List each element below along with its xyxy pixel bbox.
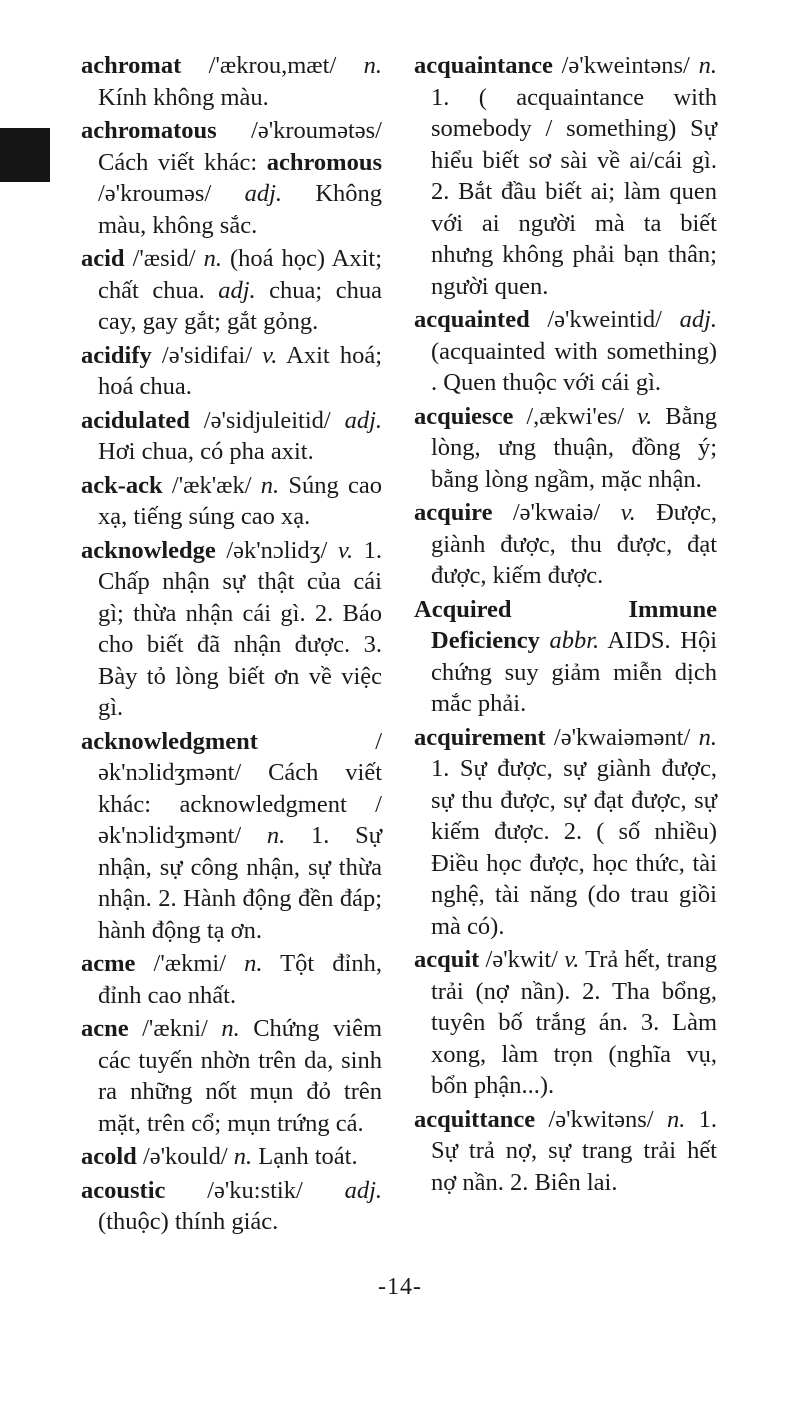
entry-definition: chua; chua cay, gay gắt; gắt gỏng.: [98, 276, 382, 335]
entry-alt-headword: achromous: [266, 148, 382, 176]
entry-pronunciation: /ək'nɔlidʒ/: [226, 536, 328, 564]
entry-part-of-speech: adj.: [244, 180, 283, 207]
entry-part-of-speech: v.: [620, 499, 636, 526]
entry-definition: Được, giành được, thu được, đạt được, kiếm được.: [431, 499, 718, 589]
dictionary-entry: [81, 1141, 382, 1173]
entry-part-of-speech: n.: [233, 1143, 253, 1170]
dictionary-entry: [81, 115, 382, 241]
dictionary-entry: [414, 401, 717, 496]
entry-pronunciation: /'æk'æk/: [171, 471, 252, 499]
entry-part-of-speech: adj.: [344, 406, 382, 434]
entry-pronunciation: /ə'sidifai/: [161, 341, 253, 369]
entry-part-of-speech: adj.: [218, 276, 256, 304]
entry-part-of-speech: n.: [698, 723, 718, 751]
dictionary-entry: [414, 1104, 717, 1199]
entry-headword: Acquired Immune Deficiency: [414, 595, 717, 654]
dictionary-entry: [414, 944, 717, 1102]
entry-pronunciation: /ə'kwitəns/: [548, 1105, 654, 1133]
entry-headword: acidify: [81, 341, 152, 369]
entry-pronunciation: /'ækrou,mæt/: [208, 52, 337, 79]
dictionary-entry: [414, 594, 717, 720]
entry-definition: 1. Sự nhận, sự công nhận, sự thừa nhận. 2. Hành động đền đáp; hành động tạ ơn.: [98, 822, 383, 944]
dictionary-entry: [81, 340, 382, 403]
entry-headword: ack-ack: [81, 471, 163, 499]
entry-definition: 1. ( acquaintance with somebody / something) Sự hiểu biết sơ sài về ai/cái gì. 2. Bắt đầu biết ai; làm quen với ai người mà ta biết nhưng không phải bạn thân; người quen.: [431, 83, 717, 300]
entry-headword: acidulated: [81, 406, 190, 434]
entry-part-of-speech: abbr.: [549, 627, 600, 654]
entry-definition: Trả hết, trang trải (nợ nần). 2. Tha bổng, tuyên bố trắng án. 3. Làm xong, làm trọn (nghĩa vụ, bổn phận...).: [431, 946, 718, 1099]
dictionary-entry: [81, 948, 382, 1011]
entry-definition: Cách viết khác: acknowledgment / ək'nɔlidʒmənt/: [98, 759, 382, 849]
entry-part-of-speech: v.: [637, 402, 653, 430]
entry-part-of-speech: n.: [666, 1105, 686, 1133]
page-number: -14-: [378, 1274, 422, 1300]
entry-pronunciation: /ə'kould/: [142, 1143, 228, 1170]
entry-headword: acold: [81, 1143, 137, 1170]
entry-headword: acme: [81, 950, 136, 977]
entry-part-of-speech: v.: [262, 341, 278, 369]
entry-part-of-speech: n.: [266, 822, 286, 849]
entry-part-of-speech: adj.: [679, 306, 718, 333]
dictionary-entry: [81, 243, 382, 338]
entry-part-of-speech: n.: [203, 245, 222, 272]
entry-definition: Bằng lòng, ưng thuận, đồng ý; bằng lòng ngầm, mặc nhận.: [431, 402, 717, 493]
entry-headword: achromat: [81, 52, 182, 79]
entry-pronunciation: / ək'nɔlidʒmənt/: [98, 727, 382, 786]
entry-headword: acquit: [414, 946, 480, 973]
entry-part-of-speech: n.: [698, 52, 717, 79]
entry-headword: acknowledge: [81, 536, 216, 564]
entry-definition: Cách viết khác:: [98, 148, 258, 176]
entry-definition: AIDS. Hội chứng suy giảm miễn dịch mắc phải.: [431, 627, 718, 717]
entry-definition: (acquainted with something) . Quen thuộc với cái gì.: [431, 337, 717, 396]
entry-alt-pronunciation: /ə'kroumәs/: [98, 180, 212, 207]
entry-headword: acne: [81, 1015, 129, 1042]
entry-definition: (thuộc) thính giác.: [98, 1208, 279, 1235]
entry-pronunciation: /ə'kweintəns/: [561, 52, 690, 79]
entry-definition: Hơi chua, có pha axit.: [98, 438, 314, 465]
entry-definition: (hoá học) Axit; chất chua.: [98, 245, 383, 304]
dictionary-entry: [414, 304, 717, 399]
entry-definition: Súng cao xạ, tiếng súng cao xạ.: [98, 471, 383, 530]
entry-part-of-speech: adj.: [344, 1176, 383, 1204]
entry-definition: 1. Chấp nhận sự thật của cái gì; thừa nhận cái gì. 2. Báo cho biết đã nhận được. 3. Bày tỏ lòng biết ơn về việc gì.: [98, 536, 383, 721]
dictionary-entry: [81, 50, 382, 113]
entry-definition: Chứng viêm các tuyến nhờn trên da, sinh ra những nốt mụn đỏ trên mặt, trên cổ; mụn trứng cá.: [98, 1015, 383, 1137]
dictionary-entry: [414, 497, 717, 592]
left-column: [81, 50, 382, 1240]
entry-headword: acquittance: [414, 1105, 536, 1133]
entry-definition: Tột đỉnh, đỉnh cao nhất.: [98, 950, 382, 1009]
entry-part-of-speech: v.: [564, 946, 580, 973]
entry-definition: 1. Sự được, sự giành được, sự thu được, sự đạt được, sự kiếm được. 2. ( số nhiều) Điều học được, học thức, tài nghệ, tài năng (do trau giồi mà có).: [431, 755, 717, 940]
entry-definition: Axit hoá; hoá chua.: [98, 341, 382, 400]
entry-pronunciation: /'ækni/: [142, 1015, 208, 1042]
entry-definition: Lạnh toát.: [258, 1143, 358, 1170]
entry-pronunciation: /ə'ku:stik/: [207, 1176, 303, 1204]
dictionary-entry: [81, 405, 382, 468]
entry-pronunciation: /ə'kroumətəs/: [251, 117, 382, 144]
entry-headword: acknowledgment: [81, 727, 258, 755]
right-column: [414, 50, 717, 1200]
entry-pronunciation: /ə'kwit/: [485, 946, 558, 973]
entry-headword: achromatous: [81, 117, 217, 144]
entry-definition: 1. Sự trả nợ, sự trang trải hết nợ nần. 2. Biên lai.: [431, 1105, 718, 1196]
entry-headword: acoustic: [81, 1176, 166, 1204]
entry-part-of-speech: n.: [221, 1015, 240, 1042]
entry-headword: acquire: [414, 499, 493, 526]
entry-part-of-speech: n.: [260, 471, 280, 499]
entry-definition: Kính không màu.: [98, 83, 269, 111]
dictionary-entry: [81, 1013, 382, 1139]
entry-pronunciation: /'æsid/: [132, 245, 196, 272]
dictionary-entry: [81, 535, 382, 724]
entry-pronunciation: /'ækmi/: [153, 950, 227, 977]
entry-headword: acquiesce: [414, 402, 514, 430]
thumb-index-tab: [0, 128, 50, 182]
entry-pronunciation: /ə'kwaiəmənt/: [553, 723, 691, 751]
entry-headword: acid: [81, 245, 125, 272]
entry-part-of-speech: n.: [244, 950, 263, 977]
entry-definition: Không màu, không sắc.: [98, 180, 383, 239]
entry-part-of-speech: n.: [363, 52, 383, 79]
dictionary-entry: [81, 726, 382, 947]
entry-headword: acquaintance: [414, 52, 553, 79]
entry-pronunciation: /ə'kweintid/: [547, 306, 662, 333]
dictionary-entry: [414, 722, 717, 943]
dictionary-entry: [81, 470, 382, 533]
entry-part-of-speech: v.: [337, 536, 354, 564]
dictionary-entry: [81, 1175, 382, 1238]
entry-headword: acquainted: [414, 306, 530, 333]
entry-pronunciation: /ə'kwaiə/: [512, 499, 601, 526]
entry-pronunciation: /ə'sidjuleitid/: [203, 406, 331, 434]
entry-pronunciation: /,ækwi'es/: [526, 402, 625, 430]
entry-headword: acquirement: [414, 723, 546, 751]
dictionary-entry: [414, 50, 717, 302]
